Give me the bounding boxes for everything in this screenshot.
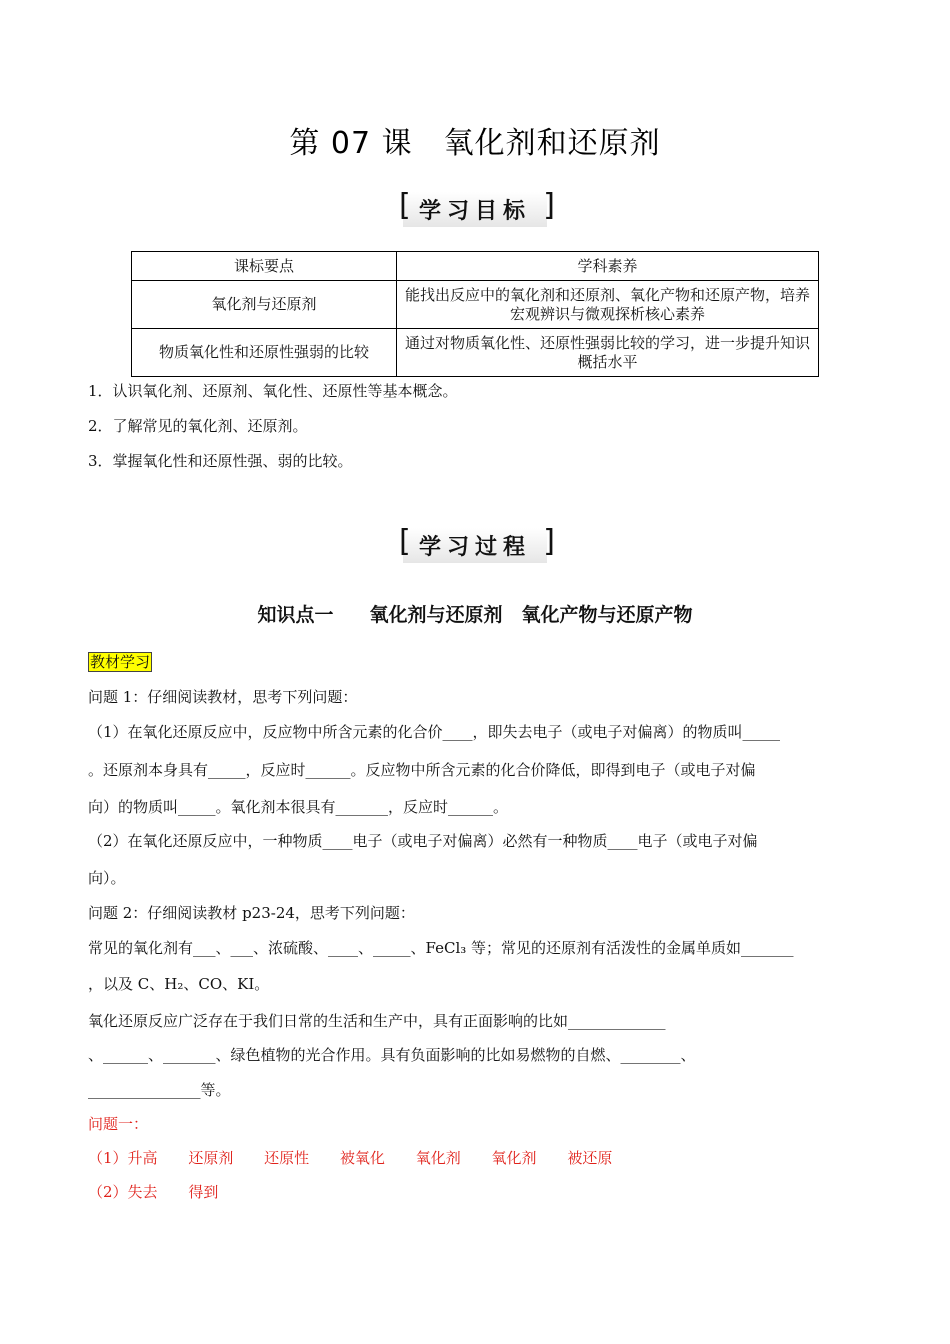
body-line: 。还原剂本身具有_____，反应时______。反应物中所含元素的化合价降低，即得到电子（或电子对偏 bbox=[88, 761, 756, 779]
body-line: 、______、_______、绿色植物的光合作用。具有负面影响的比如易燃物的自燃、________、 bbox=[88, 1046, 696, 1064]
textbook-tag-line bbox=[88, 652, 152, 672]
table-cell: 通过对物质氧化性、还原性强弱比较的学习，进一步提升知识概括水平 bbox=[397, 329, 819, 377]
table-header-cell: 学科素养 bbox=[397, 252, 819, 281]
process-banner-text: 学习过程 bbox=[418, 535, 531, 560]
process-banner bbox=[0, 524, 950, 563]
answer-item: 被还原 bbox=[567, 1149, 613, 1167]
knowledge-point-heading bbox=[0, 600, 950, 627]
objectives-table bbox=[131, 251, 819, 377]
textbook-tag: 教材学习 bbox=[90, 653, 151, 671]
answer-item: 得到 bbox=[188, 1183, 219, 1201]
banner-bracket-left: [ bbox=[398, 188, 411, 223]
body-line: ，以及 C、H₂、CO、KI。 bbox=[88, 975, 270, 993]
answer-item: （2）失去 bbox=[88, 1183, 158, 1201]
objectives-banner-text: 学习目标 bbox=[418, 199, 531, 224]
table-row bbox=[132, 329, 819, 377]
table-header-cell: 课标要点 bbox=[132, 252, 397, 281]
body-line: _______________等。 bbox=[88, 1081, 231, 1099]
knowledge-point-label: 知识点一 bbox=[257, 604, 334, 626]
body-line: 问题 1：仔细阅读教材，思考下列问题： bbox=[88, 688, 358, 706]
objective-item: 1．认识氧化剂、还原剂、氧化性、还原性等基本概念。 bbox=[88, 382, 458, 400]
answer-line-1 bbox=[88, 1148, 638, 1168]
table-cell: 氧化剂与还原剂 bbox=[132, 281, 397, 329]
objective-item: 2．了解常见的氧化剂、还原剂。 bbox=[88, 417, 308, 435]
objective-item: 3．掌握氧化性和还原性强、弱的比较。 bbox=[88, 452, 353, 470]
body-line: 向）。 bbox=[88, 869, 126, 887]
answer-item: 氧化剂 bbox=[415, 1149, 461, 1167]
answer-item: 被氧化 bbox=[339, 1149, 385, 1167]
answer-heading: 问题一： bbox=[88, 1115, 149, 1133]
answer-line-2 bbox=[88, 1182, 244, 1202]
answer-item: 还原剂 bbox=[188, 1149, 234, 1167]
answer-item: （1）升高 bbox=[88, 1149, 158, 1167]
table-row bbox=[132, 281, 819, 329]
body-line: 氧化还原反应广泛存在于我们日常的生活和生产中，具有正面影响的比如_____________ bbox=[88, 1012, 666, 1030]
answer-item: 氧化剂 bbox=[491, 1149, 537, 1167]
body-line: （1）在氧化还原反应中，反应物中所含元素的化合价____，即失去电子（或电子对偏离）的物质叫_____ bbox=[88, 723, 781, 741]
body-line: 问题 2：仔细阅读教材 p23-24，思考下列问题： bbox=[88, 904, 415, 922]
page-title: 第 07 课 氧化剂和还原剂 bbox=[289, 126, 661, 161]
body-line: 向）的物质叫_____。氧化剂本很具有_______，反应时______。 bbox=[88, 798, 509, 816]
table-cell: 物质氧化性和还原性强弱的比较 bbox=[132, 329, 397, 377]
body-line: 常见的氧化剂有___、___、浓硫酸、____、_____、FeCl₃ 等；常见的还原剂有活泼性的金属单质如_______ bbox=[88, 939, 794, 957]
table-cell: 能找出反应中的氧化剂和还原剂、氧化产物和还原产物，培养宏观辨识与微观探析核心素养 bbox=[397, 281, 819, 329]
answer-item: 还原性 bbox=[264, 1149, 310, 1167]
banner-bracket-left: [ bbox=[398, 524, 411, 559]
process-banner-box bbox=[398, 524, 555, 563]
banner-bracket-right: ] bbox=[543, 524, 555, 559]
banner-bracket-right: ] bbox=[543, 188, 555, 223]
body-line: （2）在氧化还原反应中，一种物质____电子（或电子对偏离）必然有一种物质____电子（或电子对偏 bbox=[88, 832, 758, 850]
knowledge-point-text: 氧化剂与还原剂 氧化产物与还原产物 bbox=[369, 604, 693, 626]
objectives-banner-box bbox=[398, 188, 555, 227]
table-header-row bbox=[132, 252, 819, 281]
objectives-banner bbox=[0, 188, 950, 227]
